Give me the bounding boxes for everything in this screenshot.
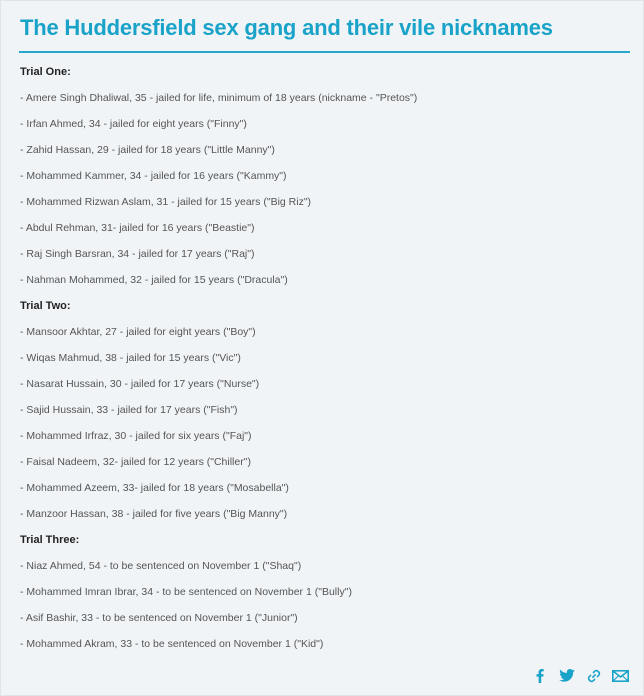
twitter-icon[interactable] (558, 667, 575, 684)
section-heading-trial-two: Trial Two: (20, 300, 71, 312)
list-item: - Asif Bashir, 33 - to be sentenced on November 1 ("Junior") (20, 612, 298, 624)
list-item: - Irfan Ahmed, 34 - jailed for eight years ("Finny") (20, 118, 247, 130)
list-item: - Mohammed Akram, 33 - to be sentenced on November 1 ("Kid") (20, 638, 324, 650)
list-item: - Raj Singh Barsran, 34 - jailed for 17 years ("Raj") (20, 248, 255, 260)
article-title: The Huddersfield sex gang and their vile nicknames (20, 15, 553, 40)
section-heading-trial-three: Trial Three: (20, 534, 80, 546)
list-item: - Mansoor Akhtar, 27 - jailed for eight years ("Boy") (20, 326, 256, 338)
section-heading-trial-one: Trial One: (20, 66, 71, 78)
link-icon[interactable] (585, 667, 602, 684)
list-item: - Niaz Ahmed, 54 - to be sentenced on November 1 ("Shaq") (20, 560, 302, 572)
list-item: - Amere Singh Dhaliwal, 35 - jailed for life, minimum of 18 years (nickname - "Pretos") (20, 92, 418, 104)
share-bar (531, 667, 629, 684)
facebook-icon[interactable] (531, 667, 548, 684)
list-item: - Mohammed Irfraz, 30 - jailed for six years ("Faj") (20, 430, 252, 442)
list-item: - Mohammed Imran Ibrar, 34 - to be sentenced on November 1 ("Bully") (20, 586, 352, 598)
list-item: - Wiqas Mahmud, 38 - jailed for 15 years ("Vic") (20, 352, 241, 364)
email-icon[interactable] (612, 667, 629, 684)
list-item: - Manzoor Hassan, 38 - jailed for five years ("Big Manny") (20, 508, 288, 520)
list-item: - Mohammed Kammer, 34 - jailed for 16 years ("Kammy") (20, 170, 287, 182)
article-body (20, 65, 626, 663)
list-item: - Sajid Hussain, 33 - jailed for 17 years ("Fish") (20, 404, 238, 416)
list-item: - Mohammed Rizwan Aslam, 31 - jailed for 15 years ("Big Riz") (20, 196, 312, 208)
list-item: - Zahid Hassan, 29 - jailed for 18 years ("Little Manny") (20, 144, 275, 156)
list-item: - Mohammed Azeem, 33- jailed for 18 years ("Mosabella") (20, 482, 289, 494)
list-item: - Nahman Mohammed, 32 - jailed for 15 years ("Dracula") (20, 274, 288, 286)
list-item: - Abdul Rehman, 31- jailed for 16 years ("Beastie") (20, 222, 255, 234)
list-item: - Nasarat Hussain, 30 - jailed for 17 years ("Nurse") (20, 378, 260, 390)
list-item: - Faisal Nadeem, 32- jailed for 12 years ("Chiller") (20, 456, 251, 468)
title-divider (19, 51, 630, 53)
